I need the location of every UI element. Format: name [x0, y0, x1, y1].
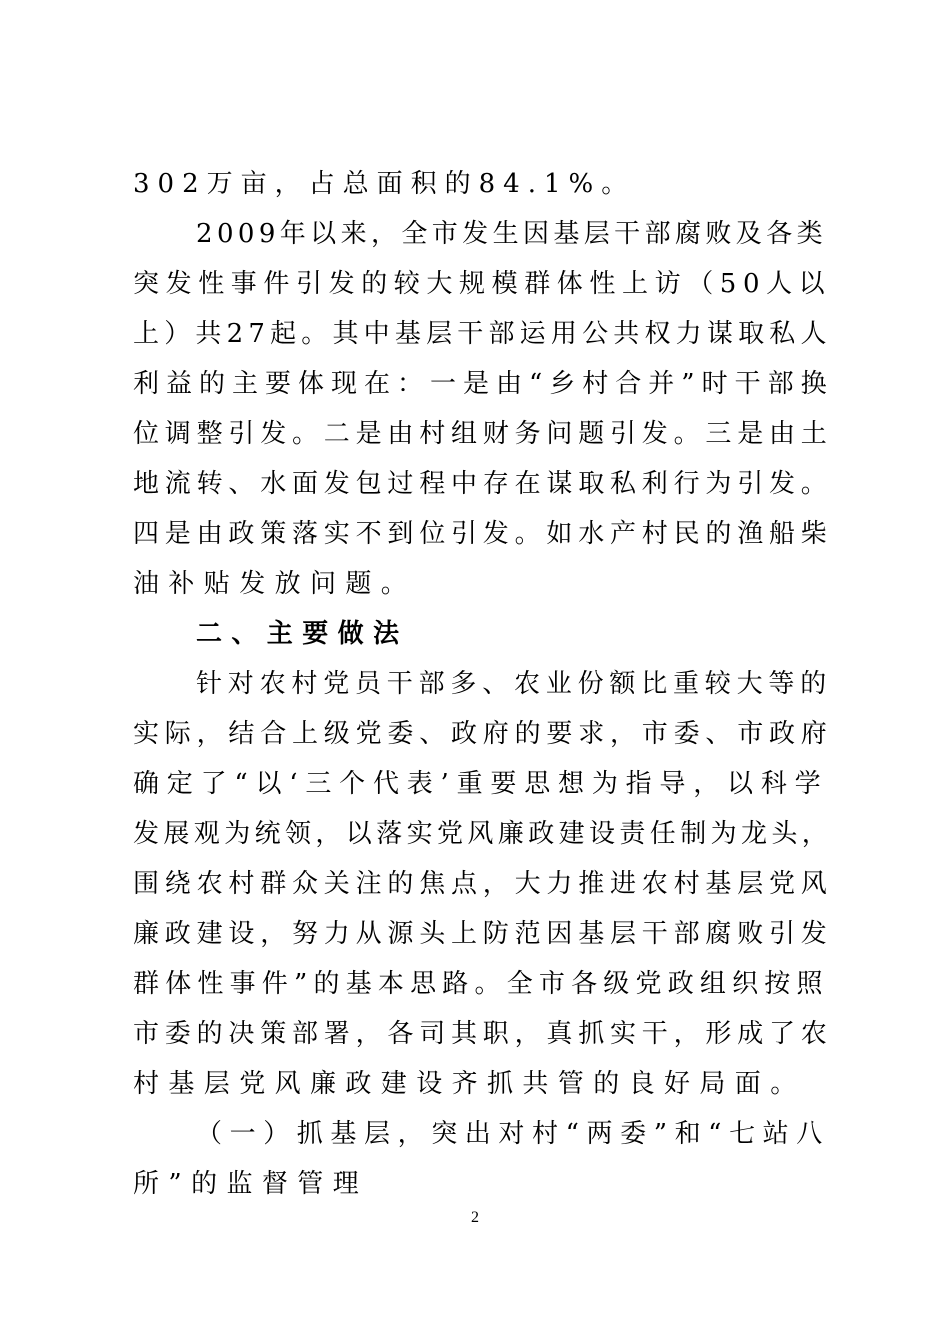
line-text: 市委的决策部署，各司其职，真抓实干，形成了农 — [133, 1019, 833, 1049]
line-text: 上）共27起。其中基层干部运用公共权力谋取私人 — [133, 319, 832, 349]
text-line — [0, 764, 950, 804]
line-text: 2009年以来，全市发生因基层干部腐败及各类 — [196, 219, 827, 249]
text-line — [0, 664, 950, 704]
text-line — [0, 264, 950, 304]
line-text: 群体性事件”的基本思路。全市各级党政组织按照 — [133, 969, 829, 999]
text-line — [0, 564, 950, 604]
line-text: 突发性事件引发的较大规模群体性上访（50人以 — [133, 269, 832, 299]
line-text: 四是由政策落实不到位引发。如水产村民的渔船柴 — [133, 519, 833, 549]
text-line — [0, 364, 950, 404]
line-text: 地流转、水面发包过程中存在谋取私利行为引发。 — [133, 469, 833, 499]
subsection-heading — [0, 1114, 950, 1154]
line-text: 村基层党风廉政建设齐抓共管的良好局面。 — [133, 1069, 806, 1099]
text-line — [0, 414, 950, 454]
text-line — [0, 964, 950, 1004]
text-line — [0, 164, 950, 204]
text-line — [0, 914, 950, 954]
line-text: 发展观为统领，以落实党风廉政建设责任制为龙头， — [133, 819, 833, 849]
line-text: 针对农村党员干部多、农业份额比重较大等的 — [196, 669, 833, 699]
text-line — [0, 514, 950, 554]
subsection-heading-text: （一）抓基层，突出对村“两委”和“七站八 — [196, 1119, 830, 1149]
text-line — [0, 1014, 950, 1054]
line-text: 所”的监督管理 — [133, 1169, 369, 1199]
line-text: 油补贴发放问题。 — [133, 569, 417, 599]
text-line — [0, 814, 950, 854]
text-line — [0, 714, 950, 754]
page-number: 2 — [471, 1209, 479, 1226]
section-heading-text: 二、主要做法 — [196, 619, 409, 649]
text-line — [0, 1164, 950, 1204]
line-text: 位调整引发。二是由村组财务问题引发。三是由土 — [133, 419, 833, 449]
text-line — [0, 214, 950, 254]
text-line — [0, 464, 950, 504]
line-text: 302万亩，占总面积的84.1%。 — [133, 169, 636, 199]
line-text: 实际，结合上级党委、政府的要求，市委、市政府 — [133, 719, 833, 749]
section-heading — [0, 614, 950, 654]
text-line — [0, 1064, 950, 1104]
line-text: 廉政建设，努力从源头上防范因基层干部腐败引发 — [133, 919, 833, 949]
line-text: 围绕农村群众关注的焦点，大力推进农村基层党风 — [133, 869, 833, 899]
line-text: 确定了“以‘三个代表’重要思想为指导，以科学 — [133, 769, 829, 799]
text-line — [0, 314, 950, 354]
text-line — [0, 864, 950, 904]
line-text: 利益的主要体现在：一是由“乡村合并”时干部换 — [133, 369, 834, 399]
